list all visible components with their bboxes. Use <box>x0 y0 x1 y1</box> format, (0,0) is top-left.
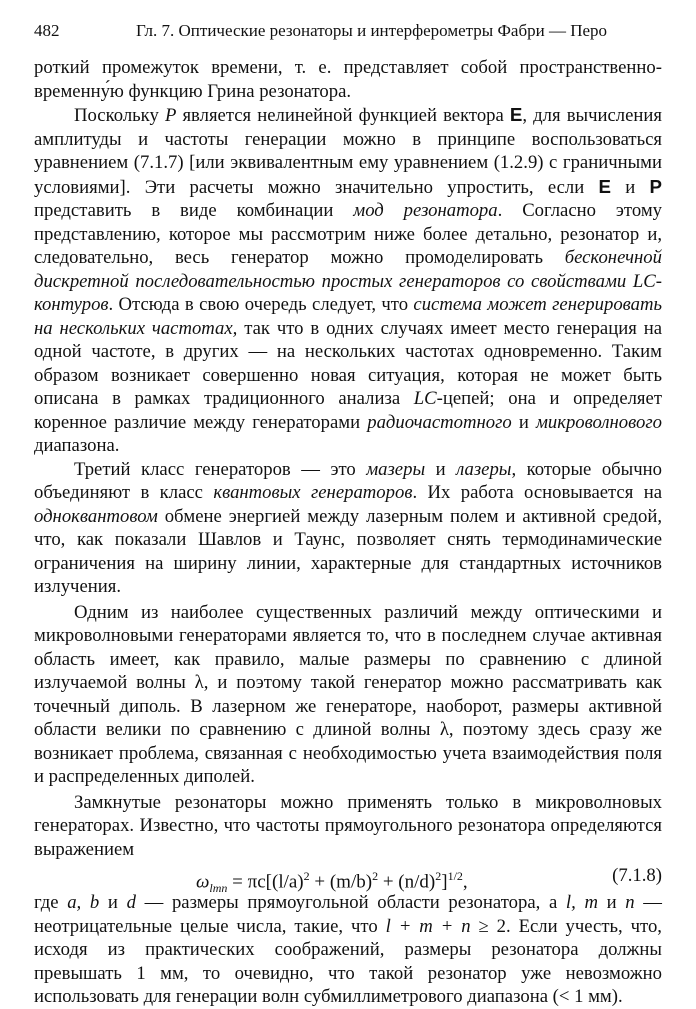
page-body <box>34 56 662 1009</box>
paragraph-5: Замкнутые резонаторы можно применять только в микроволновых генераторах. Известно, что частоты прямоугольного резонатора определяются выражением <box>34 791 662 860</box>
paragraph-6: где a, b и d — размеры прямоугольной области резонатора, а l, m и n — неотрицательные целые числа, такие, что l + m + n ≥ 2. Если учесть, что, исходя из практических соображений, размеры резонатора должны превышать 1 мм, то очевидно, что такой резонатор уже невозможно использовать для генерации волн субмиллиметрового диапазона (< 1 мм). <box>34 892 662 1007</box>
paragraph-3: Третий класс генераторов — это мазеры и лазеры, которые обычно объединяют в класс квантовых генераторов. Их работа основывается на одноквантовом обмене энергией между лазерным полем и активной средой, что, как показали Шавлов и Таунс, позволяет снять термодинамические ограничения на ширину линии, характерные для стандартных источников излучения. <box>34 458 662 597</box>
page-header <box>34 16 662 46</box>
emphasis: LC <box>413 388 437 409</box>
symbol-e: E <box>509 104 523 125</box>
paragraph-1: роткий промежуток времени, т. е. представляет собой пространственно-временну́ю функцию Грина резонатора. <box>34 57 662 102</box>
emphasis: микроволнового <box>535 411 662 433</box>
paragraph-4: Одним из наиболее существенных различий между оптическими и микроволновыми генераторами является то, что в последнем случае активная область имеет, как правило, малые размеры по сравнению с длиной излучаемой волны λ, и поэтому такой генератор можно рассматривать как точечный диполь. В лазерном же генераторе, наоборот, размеры активной области велики по сравнению с длиной волны λ, поэтому здесь сразу же возникает проблема, связанная с необходимостью учета взаимодействия поля и распределенных диполей. <box>34 601 662 787</box>
emphasis: мазеры <box>366 458 426 480</box>
emphasis: мод резонатора <box>353 200 498 221</box>
symbol-e: E <box>598 175 611 197</box>
symbol-p: P <box>164 105 177 126</box>
paragraph-2: Поскольку P является нелинейной функцией вектора E, для вычисления амплитуды и частоты генерации можно в принципе воспользоваться уравнением (7.1.7) [или эквивалентным ему уравнением (1.2.9) с граничными условиями]. Эти расчеты можно значительно упростить, если E и P представить в виде комбинации мод резонатора. Согласно этому представлению, которое мы рассмотрим ниже более детально, резонатор и, следовательно, весь генератор можно промоделировать бесконечной дискретной последовательностью простых генераторов со свойствами LC-контуров. Отсюда в свою очередь следует, что система может генерировать на нескольких частотах, так что в одних случаях имеет место генерация на одной частоте, в других — на нескольких частотах одновременно. Таким образом возникает совершенно новая ситуация, которая не может быть описана в рамках традиционного анализа LC-цепей; она и определяет коренное различие между генераторами радиочастотного и микроволнового диапазона. <box>34 104 662 456</box>
equation-body: $\omega_{lmn} = \pi c[(l/a)^2 + (m/b)^2 + (n/d)^2]^{1/2}$, <box>196 869 468 896</box>
emphasis: бесконечной дискретной последовательностью простых генераторов со свойствами LC-контуров <box>34 247 662 315</box>
running-head: Гл. 7. Оптические резонаторы и интерферометры Фабри — Перо <box>136 21 608 40</box>
emphasis: радиочастотного <box>367 411 512 433</box>
emphasis: одноквантовом <box>34 505 158 527</box>
symbol-p: P <box>649 175 662 197</box>
equation-number: (7.1.8) <box>612 865 662 886</box>
emphasis: система может генерировать на нескольких частотах, <box>34 294 662 339</box>
page-number: 482 <box>34 21 60 40</box>
emphasis: квантовых генераторов <box>213 482 413 503</box>
equation-7-1-8 <box>34 861 662 896</box>
emphasis: лазеры <box>456 458 512 480</box>
